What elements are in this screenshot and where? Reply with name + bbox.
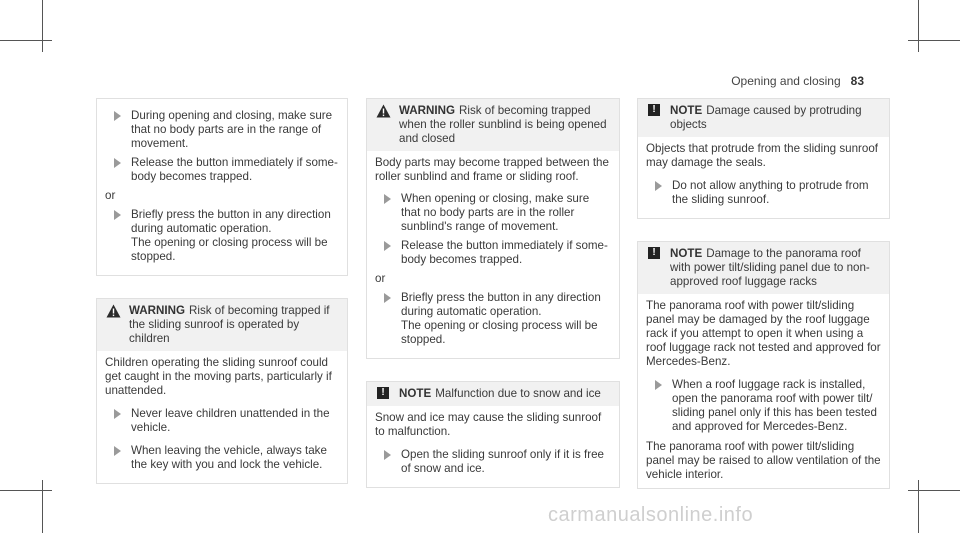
crop-mark (42, 0, 43, 52)
instruction-box (96, 98, 348, 276)
note-title: Malfunction due to snow and ice (435, 387, 601, 400)
crop-mark (0, 490, 52, 491)
arrow-icon (655, 380, 662, 390)
column-2 (366, 98, 620, 488)
paragraph: Snow and ice may cause the sliding sunroof to malfunction. (375, 411, 602, 438)
arrow-icon (384, 293, 391, 303)
arrow-icon (384, 450, 391, 460)
arrow-icon (114, 210, 121, 220)
note-label: NOTE (670, 247, 703, 260)
arrow-icon (114, 111, 121, 121)
note-icon: ! (648, 247, 660, 259)
or-text: or (105, 189, 116, 202)
list-item: When leaving the vehicle, always take the key with you and lock the vehicle. (105, 444, 339, 472)
list-item: Briefly press the button in any direction during automatic operation. The opening or closing process will be stopped. (375, 291, 611, 347)
arrow-icon (114, 158, 121, 168)
list-item: When opening or closing, make sure that no body parts are in the roller sunblind's range of movement. (375, 192, 611, 234)
column-1 (96, 98, 348, 484)
crop-mark (908, 40, 960, 41)
list-item: Do not allow anything to protrude from the sliding sunroof. (646, 179, 881, 207)
or-text: or (375, 272, 386, 285)
arrow-icon (655, 181, 662, 191)
note-title: Damage to the panorama roof with power tilt/sliding panel due to non- approved roof luggage racks (670, 247, 870, 288)
note-icon: ! (377, 387, 389, 399)
paragraph: Children operating the sliding sunroof could get caught in the moving parts, particularly if unattended. (105, 356, 332, 397)
warning-label: WARNING (129, 304, 186, 317)
note-label: NOTE (399, 387, 432, 400)
arrow-icon (384, 194, 391, 204)
crop-mark (918, 480, 919, 533)
warning-title: Risk of becoming trapped if the sliding sunroof is operated by children (129, 304, 330, 345)
note-box (637, 98, 890, 219)
warning-icon (106, 304, 121, 318)
column-3 (637, 98, 890, 489)
list-item: Release the button immediately if some- body becomes trapped. (105, 156, 339, 184)
watermark: carmanualsonline.info (548, 504, 754, 526)
page-number: 83 (850, 74, 864, 88)
list-item: When a roof luggage rack is installed, open the panorama roof with power tilt/ sliding panel only if this has been tested and approved for Mercedes-Benz. (646, 378, 881, 434)
note-box (366, 381, 620, 488)
crop-mark (918, 0, 919, 52)
list-item: Open the sliding sunroof only if it is free of snow and ice. (375, 448, 611, 476)
warning-box (96, 298, 348, 484)
arrow-icon (114, 446, 121, 456)
paragraph: The panorama roof with power tilt/sliding panel may be damaged by the roof luggage rack if you attempt to open it when using a roof luggage rack not tested and approved for Mercedes-Benz. (646, 299, 881, 368)
note-label: NOTE (670, 104, 703, 117)
paragraph: Objects that protrude from the sliding sunroof may damage the seals. (646, 142, 878, 169)
list-item: Release the button immediately if some- body becomes trapped. (375, 239, 611, 267)
section-title: Opening and closing (731, 74, 841, 88)
warning-title: Risk of becoming trapped when the roller sunblind is being opened and closed (399, 104, 607, 145)
paragraph: Body parts may become trapped between the roller sunblind and frame or sliding roof. (375, 156, 609, 183)
arrow-icon (384, 241, 391, 251)
list-item: Briefly press the button in any direction during automatic operation. The opening or closing process will be stopped. (105, 208, 339, 264)
note-box (637, 241, 890, 489)
list-item: During opening and closing, make sure that no body parts are in the range of movement. (105, 109, 339, 151)
paragraph: The panorama roof with power tilt/sliding panel may be raised to allow ventilation of the vehicle interior. (646, 440, 881, 481)
warning-box (366, 98, 620, 359)
list-item: Never leave children unattended in the vehicle. (105, 407, 339, 435)
warning-label: WARNING (399, 104, 456, 117)
note-title: Damage caused by protruding objects (670, 104, 862, 131)
note-icon: ! (648, 104, 660, 116)
crop-mark (42, 480, 43, 533)
warning-icon (376, 104, 391, 118)
arrow-icon (114, 409, 121, 419)
page-header (731, 74, 864, 88)
crop-mark (0, 40, 52, 41)
crop-mark (908, 490, 960, 491)
